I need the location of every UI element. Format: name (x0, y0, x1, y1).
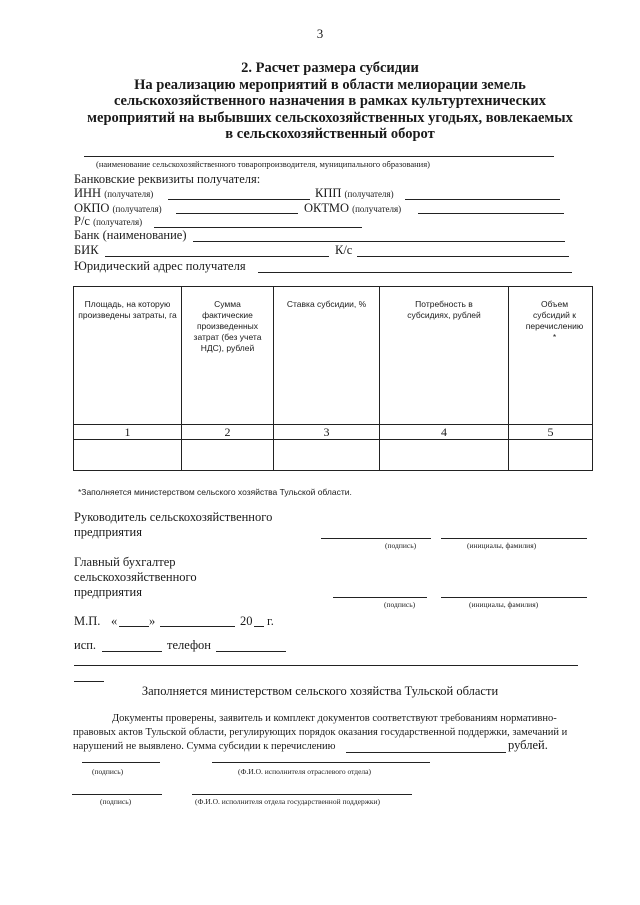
title-line-2: На реализацию мероприятий в области мелиорации земель (134, 76, 526, 93)
year-prefix: 20 (240, 614, 253, 628)
month-field[interactable] (160, 626, 235, 627)
rs-label: Р/с (74, 214, 90, 228)
oktmo-note: (получателя) (352, 204, 402, 214)
sector-fio-caption: (Ф.И.О. исполнителя отраслевого отдела) (238, 767, 372, 776)
accountant-signature-caption: (подпись) (384, 600, 416, 609)
quote-close: » (149, 614, 156, 628)
accountant-title-line-1: Главный бухгалтер (74, 555, 176, 569)
accountant-title-line-2: сельскохозяйственного (74, 570, 197, 584)
accountant-title-line-3: предприятия (74, 585, 142, 599)
separator-stub (74, 681, 104, 682)
title-line-5: в сельскохозяйственный оборот (225, 126, 435, 142)
ministry-para-line-2: правовых актов Тульской области, регулирующих порядок оказания государственной поддержки, замечаний и (73, 727, 568, 738)
table-cell-need[interactable] (380, 440, 509, 471)
rubles-label: рублей. (508, 738, 548, 752)
head-title-line-2: предприятия (74, 525, 142, 539)
accountant-title (74, 555, 197, 600)
column-number: 4 (380, 425, 509, 440)
day-field[interactable] (119, 626, 149, 627)
executor-field[interactable] (102, 651, 162, 652)
support-signature-field[interactable] (72, 794, 162, 795)
head-signature-caption: (подпись) (385, 541, 417, 550)
kpp-field[interactable] (405, 199, 560, 200)
bank-details-label: Банковские реквизиты получателя: (74, 172, 261, 186)
subsidy-amount-field[interactable] (346, 752, 506, 753)
header-rate: Ставка субсидии, % (274, 287, 380, 425)
header-costs: Сумма фактические произведенных затрат (без учета НДС), рублей (182, 287, 274, 425)
okpo-note: (получателя) (112, 204, 162, 214)
phone-field[interactable] (216, 651, 286, 652)
bik-field[interactable] (105, 256, 329, 257)
bik-label: БИК (74, 243, 99, 257)
inn-label: ИНН (74, 186, 102, 200)
executor-label: исп. (74, 638, 97, 652)
title-line-4: мероприятий на выбывших сельскохозяйственных угодьях, вовлекаемых (87, 109, 573, 126)
oktmo-field[interactable] (418, 213, 564, 214)
footnote: *Заполняется министерством сельского хозяйства Тульской области. (78, 487, 352, 497)
kpp-note: (получателя) (344, 189, 394, 199)
sector-signature-field[interactable] (82, 762, 160, 763)
table-cell-costs[interactable] (182, 440, 274, 471)
ks-label: К/с (335, 243, 353, 257)
support-fio-caption: (Ф.И.О. исполнителя отдела государственной поддержки) (195, 797, 381, 806)
head-title (74, 510, 272, 540)
mp-label: М.П. (74, 614, 101, 628)
document-title (60, 60, 600, 143)
ministry-para-line-1: Документы проверены, заявитель и комплект документов соответствуют требованиям нормативно- (112, 713, 557, 724)
sector-signature-caption: (подпись) (92, 767, 124, 776)
subsidy-calculation-table (73, 286, 593, 471)
table-cell-volume[interactable] (509, 440, 593, 471)
oktmo-label: ОКТМО (304, 201, 349, 215)
column-number: 3 (274, 425, 380, 440)
kpp-label: КПП (315, 186, 342, 200)
sector-fio-field[interactable] (212, 762, 430, 763)
header-need: Потребность в субсидиях, рублей (380, 287, 509, 425)
column-number: 2 (182, 425, 274, 440)
inn-field[interactable] (168, 199, 310, 200)
page-number: 3 (316, 26, 324, 41)
header-area: Площадь, на которую произведены затраты, га (74, 287, 182, 425)
bank-field[interactable] (193, 241, 565, 242)
head-title-line-1: Руководитель сельскохозяйственного (74, 510, 273, 524)
table-cell-area[interactable] (74, 440, 182, 471)
year-suffix: г. (267, 614, 274, 628)
title-line-3: сельскохозяйственного назначения в рамках культуртехнических (113, 93, 547, 109)
recipient-caption: (наименование сельскохозяйственного товаропроизводителя, муниципального образования) (96, 159, 430, 169)
table-cell-rate[interactable] (274, 440, 380, 471)
inn-note: (получателя) (104, 189, 154, 199)
title-line-1: 2. Расчет размера субсидии (241, 60, 419, 76)
address-field[interactable] (258, 272, 572, 273)
quote-open: « (111, 614, 118, 628)
ministry-para-line-3: нарушений не выявлено. Сумма субсидии к перечислению (73, 741, 336, 752)
head-signature-field[interactable] (321, 538, 431, 539)
bank-label: Банк (наименование) (74, 228, 187, 242)
address-label: Юридический адрес получателя (74, 259, 246, 273)
year-field[interactable] (254, 626, 264, 627)
support-signature-caption: (подпись) (100, 797, 132, 806)
ks-field[interactable] (357, 256, 569, 257)
ministry-heading: Заполняется министерством сельского хозяйства Тульской области (141, 684, 499, 698)
support-fio-field[interactable] (192, 794, 412, 795)
phone-label: телефон (167, 638, 211, 652)
separator-line (74, 665, 578, 666)
column-number: 1 (74, 425, 182, 440)
accountant-name-caption: (инициалы, фамилия) (469, 600, 539, 609)
accountant-signature-field[interactable] (333, 597, 427, 598)
head-name-field[interactable] (441, 538, 587, 539)
head-name-caption: (инициалы, фамилия) (467, 541, 537, 550)
okpo-label: ОКПО (74, 201, 110, 215)
okpo-field[interactable] (176, 213, 298, 214)
rs-note: (получателя) (93, 217, 143, 227)
header-volume: Объем субсидий к перечислению * (509, 287, 593, 425)
accountant-name-field[interactable] (441, 597, 587, 598)
recipient-name-field[interactable] (84, 156, 554, 157)
column-number: 5 (509, 425, 593, 440)
